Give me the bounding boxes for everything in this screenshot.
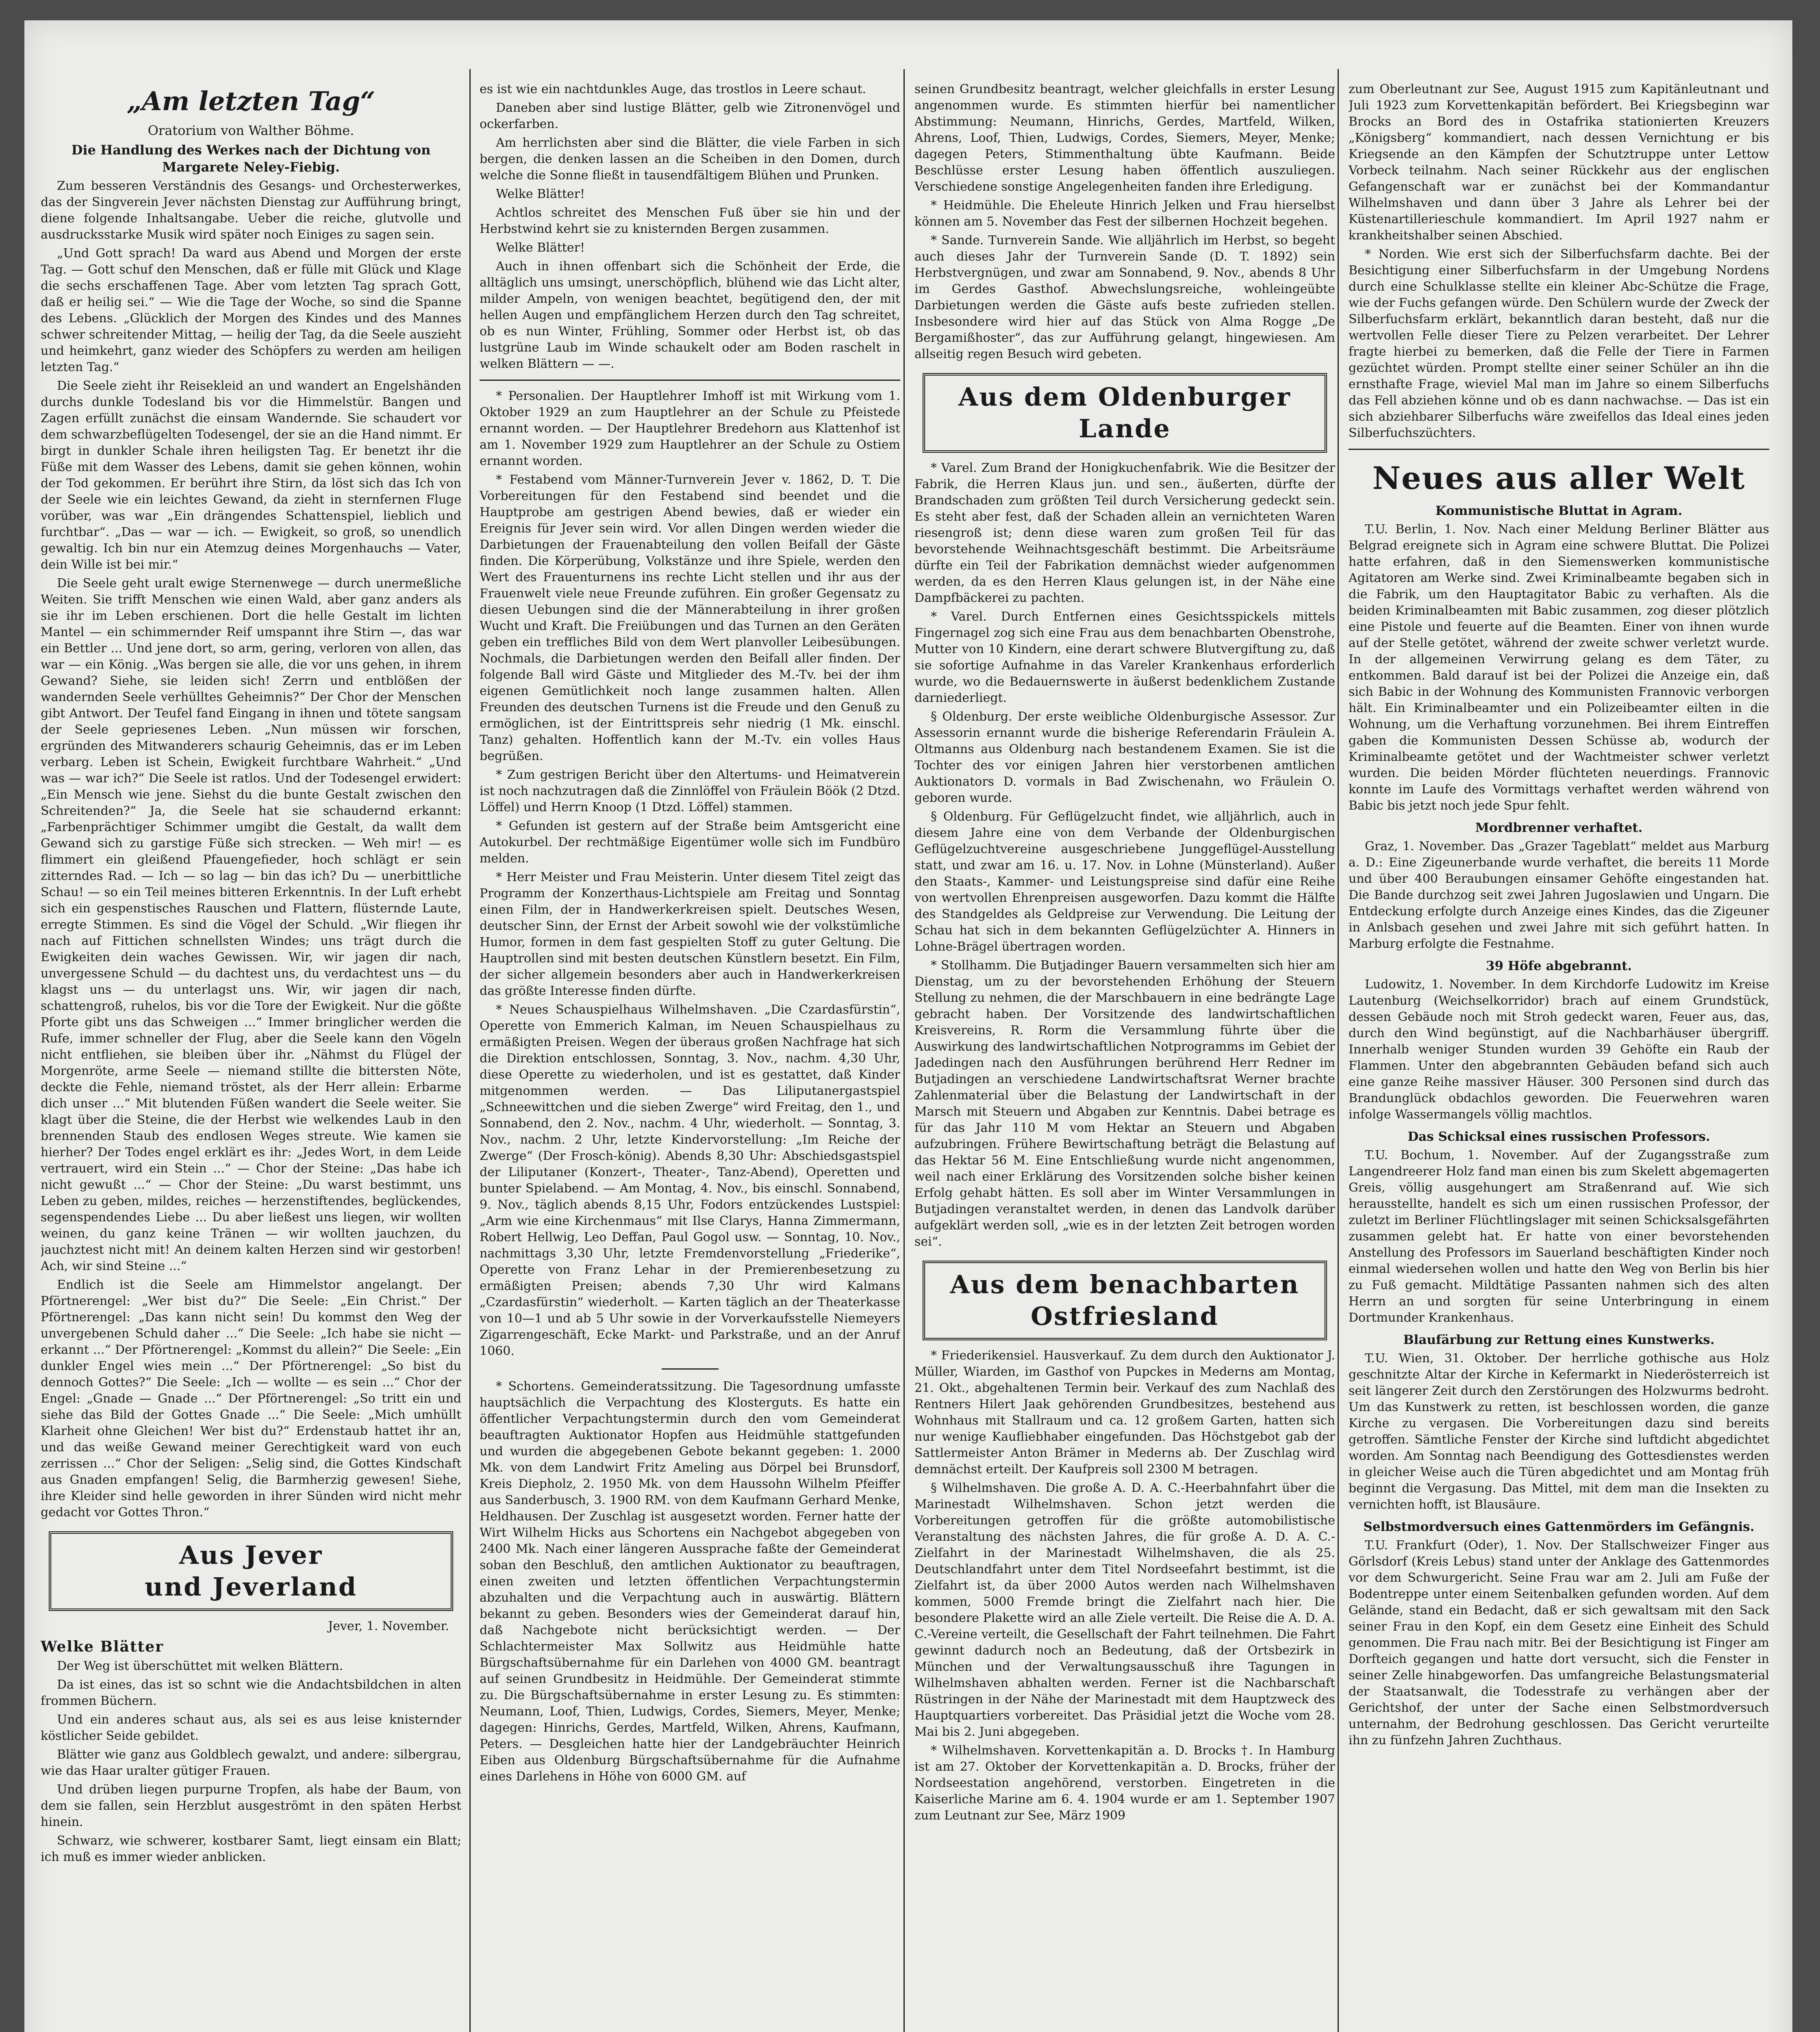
article-paragraph: Zum besseren Verständnis des Gesangs- und Orchesterwerkes, das der Singverein Jever nächsten Dienstag zur Aufführung bringt, diene folgende Inhaltsangabe. Ueber die reiche, glutvolle und ausdrucksstarke Musik wird später noch Einiges zu sagen sein. [41,179,461,242]
news-item: § Oldenburg. Der erste weibliche Oldenburgische Assessor. Zur Assessorin ernannt wurde die bisherige Referendarin Fräulein A. Oltmanns aus Oldenburg nach bestandenem Examen. Sie ist die Tochter des vor einigen Jahren hier verstorbenen amtlichen Auktionators D. vormals in Bad Zwischenahn, wo Fräulein O. geboren wurde. [914,710,1335,805]
article-paragraph: Der Weg ist überschüttet mit welken Blättern. [57,1659,343,1673]
article-paragraph: Welke Blätter! [496,187,585,201]
separator [662,1368,719,1370]
section-heading-line: und Jeverland [144,1572,358,1602]
article-title: Mordbrenner verhaftet. [1475,821,1643,835]
news-item: T.U. Frankfurt (Oder), 1. Nov. Der Stallschweizer Finger aus Görlsdorf (Kreis Lebus) stand unter der Anklage des Gattenmordes vor dem Schwurgericht. Seine Frau war am 2. Juli am Fuße der Bodentreppe unter einem Seitenbalken gefunden worden. Auf dem Gelände, stand ein Bedacht, daß er sich gewaltsam mit den Sack seiner Frau in den Kopf, ein dem Gesetz eine Einheit des Schuld genommen. Die Frau nach mitr. Bei der Besichtigung ist Finger am Dorfteich gegangen und hatte dort versucht, sich die Fenster in seiner Zelle hinabgeworfen. Das umfangreiche Belastungsmaterial der Staatsanwalt, die Todesstrafe zu verhängen aber der Gerichtshof, der unter der Sache einen Selbstmordversuch unternahm, der Bedrohung geschlossen. Das Gericht verurteilte ihn zu fünfzehn Jahren Zuchthaus. [1349,1538,1769,1748]
news-item: Ludowitz, 1. November. In dem Kirchdorfe Ludowitz im Kreise Lautenburg (Weichselkorridor) brach auf einem Grundstück, dessen Gebäude noch mit Stroh gedeckt waren, Feuer aus, das, durch den Wind begünstigt, auf die Nachbarhäuser übergriff. Innerhalb weniger Stunden wurden 39 Gehöfte ein Raub der Flammen. Unter den abgebrannten Gebäuden befand sich auch eine ganze Reihe massiver Häuser. 300 Personen sind durch das Brandunglück obdachlos geworden. Die Feuerwehren waren infolge Wassermangels völlig machtlos. [1349,977,1769,1122]
column-4 [1349,81,1769,2032]
section-heading-oldenburg [923,373,1327,453]
column-1 [41,81,461,2032]
oratorio-headline: „Am letzten Tag“ [126,86,376,117]
article-title: Blaufärbung zur Rettung eines Kunstwerks. [1403,1333,1715,1347]
article-paragraph: Und ein anderes schaut aus, als sei es aus leise knisternder köstlicher Seide gebildet. [41,1713,461,1743]
news-item: Graz, 1. November. Das „Grazer Tageblatt“ meldet aus Marburg a. D.: Eine Zigeunerbande wurde verhaftet, die bereits 11 Morde und über 400 Beraubungen einsamer Gehöfte eingestanden hat. Die Bande durchzog seit zwei Jahren Jugoslawien und Ungarn. Die Entdeckung erfolgte durch Anzeige eines Kindes, das die Zigeuner in Anlsbach gesehen und zwei Jahre mit sich geführt hatten. In Marburg erfolgte die Festnahme. [1349,839,1769,951]
news-item: * Friederikensiel. Hausverkauf. Zu dem durch den Auktionator J. Müller, Wiarden, im Gasthof von Pupckes in Mederns am Montag, 21. Okt., abgehaltenen Termin beir. Verkauf des zum Nachlaß des Rentners Hilert Jaak gehörenden Grundbesitzes, bestehend aus Wohnhaus mit Stallraum und ca. 12 großem Garten, hatten sich nur wenige Kaufliebhaber eingefunden. Das Höchstgebot gab der Sattlermeister Anton Brämer in Mederns ab. Der Zuschlag wird demnächst erteilt. Der Kaufpreis soll 2300 M betragen. [914,1348,1335,1476]
article-paragraph: Welke Blätter! [496,241,585,255]
news-item: seinen Grundbesitz beantragt, welcher gleichfalls in erster Lesung angenommen wurde. Es stimmten hierfür bei namentlicher Abstimmung: Neumann, Hinrichs, Gerdes, Martfeld, Wilken, Ahrens, Loof, Thien, Ludwigs, Cordes, Siemers, Meyer, Menke; dagegen Peters, Stimmenthaltung übte Kaufmann. Beide Beschlüsse erster Lesung haben öffentlich auszuliegen. Verschiedene sonstige Angelegenheiten fanden ihre Erledigung. [914,82,1335,194]
news-item: * Sande. Turnverein Sande. Wie alljährlich im Herbst, so begeht auch dieses Jahr der Turnverein Sande (D. T. 1892) sein Herbstvergnügen, und zwar am Sonnabend, 9. Nov., abends 8 Uhr im Gerdes Gasthof. Abwechslungsreiche, wohleingeübte Darbietungen werden die Gäste aufs beste zufrieden stellen. Insbesondere wird hier auf das Stück von Alma Rogge „De Bergamißhoster“, das zur Aufführung gelangt, hingewiesen. Am allseitig regen Besuch wird gebeten. [914,233,1335,361]
news-item: * Zum gestrigen Bericht über den Altertums- und Heimatverein ist noch nachzutragen daß die Zinnlöffel von Fräulein Böök (2 Dtzd. Löffel) und Herrn Knoop (1 Dtzd. Löffel) stammen. [480,768,900,814]
article-paragraph: Achtlos schreitet des Menschen Fuß über sie hin und der Herbstwind kehrt sie zu knisternden Bergen zusammen. [480,206,900,236]
article-paragraph: Die Seele geht uralt ewige Sternenwege — durch unermeßliche Weiten. Sie trifft Menschen wie einen Wald, aber ganz anders als sie ihr im Leben erschienen. Dort die helle Gestalt im lichten Mantel — ein schimmernder Reif umspannt ihre Stirn —, das war ein Bettler ... Und jene dort, so arm, gering, verloren von allen, das war — ein König. „Was bergen sie alle, die vor uns gehen, in ihrem Gewand? Siehe, sie leiden sich! Zerrn und entblößen der wandernden Seele verhülltes Geheimnis?“ Der Chor der Menschen gibt Antwort. Der Teufel fand Eingang in ihnen und tötete sangsam der Seele gepriesenes Leben. „Nun müssen wir forschen, ergründen des Mitwanderers schaurig Geheimnis, das er im Leben verbarg. Leben ist Schein, Ewigkeit furchtbare Wahrheit.“ „Und was — war ich?“ Die Seele ist ratlos. Und der Todesengel erwidert: „Ein Mensch wie jene. Siehst du die bunte Gestalt zwischen den Schreitenden?“ Ja, die Seele hat sie schaudernd erkannt: „Farbenprächtiger Schimmer umgibt die Gestalt, da wallt dem Gewand sich zu garstige Füße sich strecken. — Weh mir! — es flimmert ein gleißend Pfauengefieder, hoch schlägt er sein zitterndes Rad. — Ich — so lag — bin das ich? Du — unerbittliche Schau! — so ein Teil meines bitteren Erkenntnis. In der Luft erhebt sich ein gespenstisches Rauschen und Flattern, flüsternde Laute, erregte Stimmen. Es sind die Vögel der Schuld. „Wir fliegen ihr nach auf Fittichen schnellsten Windes; uns trägt durch die Ewigkeiten dein waches Gewissen. Wir, wir jagen dir nach, unvergessene Schuld — du dachtest uns, du verdachtest uns — du klagst uns — du unterlagst uns. Wir, wir jagen dir nach, schattengroß, ruhelos, bis vor die Tore der Ewigkeit. Nur die gößte Pforte gibt uns das Schweigen ...“ Immer bringlicher werden die Rufe, immer schneller der Flug, aber die Seele kann den Vögeln nicht entfliehen, sie bleiben über ihr. „Nähmst du Flügel der Morgenröte, arme Seele — niemand stillte die bittersten Nöte, deckte die Fehle, niemand tröstet, als der Herr allein: Erbarme dich unser ...“ Mit blutenden Füßen wandert die Seele weiter. Sie klagt über die Steine, die der Herbst wie welkendes Laub in den brennenden Staub des endlosen Weges streute. Wie kamen sie hierher? Der Todes engel erklärt es ihr: „Jedes Wort, in dem Leide vertrauert, wird ein Stein ...“ — Chor der Steine: „Das habe ich nicht gewußt ...“ — Chor der Steine: „Du warst bestimmt, uns Leben zu geben, mildes, reiches — herzenstiftendes, beglückendes, segenspendendes Liebe ... Du aber ließest uns liegen, wir wollten weinen, du ganz keine Tränen — wir wollten jauchzen, du jauchztest nicht mit! An deinem kalten Herzen sind wir gestorben! Ach, wir sind Steine ...“ [41,576,461,1273]
news-item: T.U. Bochum, 1. November. Auf der Zugangsstraße zum Langendreerer Holz fand man einen bis zum Skelett abgemagerten Greis, völlig ausgehungert am Straßenrand auf. Wie sich herausstellte, handelt es sich um einen russischen Professor, der zuletzt im Berliner Flüchtlingslager mit seinen Schicksalsgefährten zusammen gelebt hat. Er hatte von einer bevorstehenden Anstellung des Professors im Sauerland beschäftigten Kinder noch einmal wiedersehen wollen und hatte den Weg von Berlin bis hier zu Fuß gemacht. Mildtätige Passanten nahmen sich des alten Herrn an und sorgten für seine Unterbringung in einem Dortmunder Krankenhaus. [1349,1148,1769,1325]
column-rule [1338,69,1339,2032]
section-heading-line: Aus dem Oldenburger [958,382,1291,412]
newspaper-page [24,20,1792,2032]
oratorio-subtitle-2: Die Handlung des Werkes nach der Dichtung von Margarete Neley-Fiebig. [71,142,431,175]
news-item: zum Oberleutnant zur See, August 1915 zum Kapitänleutnant und Juli 1923 zum Korvettenkapitän befördert. Bei Kriegsbeginn war Brocks an Bord des in Ostafrika stationierten Kreuzers „Königsberg“ kommandiert, nach dessen Vernichtung er bis Kriegsende an den Kämpfen der Schutztruppe unter Lettow Vorbeck teilnahm. Nach seiner Rückkehr aus der englischen Gefangenschaft war er zunächst bei der Kommandantur Wilhelmshaven und dann über 3 Jahre als Lehrer bei der Küstenartillerieschule kommandiert. Im April 1927 nahm er krankheitshalber seinen Abschied. [1349,82,1769,243]
news-item: * Schortens. Gemeinderatssitzung. Die Tagesordnung umfasste hauptsächlich die Verpachtung des Klosterguts. Es hatte ein öffentlicher Verpachtungstermin durch den vom Gemeinderat beauftragten Auktionator Hopfen aus Heidmühle stattgefunden und wurden die abgegebenen Gebote bekannt gegeben: 1. 2000 Mk. von dem Landwirt Fritz Ameling aus Dörpel bei Brunsdorf, Kreis Diepholz, 2. 1950 Mk. von dem Haussohn Wilhelm Pfeiffer aus Sanderbusch, 3. 1900 RM. von dem Kaufmann Gerhard Menke, Heldhausen. Der Zuschlag ist ausgesetzt worden. Ferner hatte der Wirt Wilhelm Hicks aus Schortens ein Nachgebot abgegeben von 2400 Mk. Nach einer längeren Aussprache faßte der Gemeinderat soban den Beschluß, den amtlichen Auktionator zu beauftragen, einen zweiten und letzten öffentlichen Verpachtungstermin abzuhalten und die Verpachtung auch in auswärtig. Blättern bekannt zu geben. Besonders wies der Gemeinderat darauf hin, daß Nachgebote nicht berücksichtigt werden. — Der Schlachtermeister Max Sollwitz aus Heidmühle hatte Bürgschaftsübernahme für ein Darlehen von 4000 GM. beantragt auf seinen Grundbesitz in Heidmühle. Der Gemeinderat stimmte zu. Die Bürgschaftsübernahme in erster Lesung zu. Es stimmten: Neumann, Loof, Thien, Ludwigs, Cordes, Siemers, Meyer, Menke; dagegen: Hinrichs, Gerdes, Martfeld, Wilken, Ahrens, Kaufmann, Peters. — Desgleichen hatte hier der Landgebräuchter Heinrich Eiben aus Oldenburg Bürgschaftsübernahme für die Aufnahme eines Darlehens in Höhe von 6000 GM. auf [480,1379,900,1784]
article-paragraph: Auch in ihnen offenbart sich die Schönheit der Erde, die alltäglich uns umsingt, unerschöpflich, blühend wie das Licht alter, milder Ampeln, von wenigen beachtet, begütigend den, der mit hellen Augen und empfänglichem Herzen durch den Tag schreitet, ob es nun Winter, Frühling, Sommer oder Herbst ist, ob das lustgrüne Laub im Winde schaukelt oder am Boden raschelt in welken Blättern — —. [480,259,900,371]
section-heading-line: Aus dem benachbarten [950,1270,1300,1299]
news-item: * Neues Schauspielhaus Wilhelmshaven. „Die Czardasfürstin“, Operette von Emmerich Kalman, im Neuen Schauspielhaus zu ermäßigten Preisen. Wegen der überaus großen Nachfrage hat sich die Direktion entschlossen, Sonntag, 3. Nov., nachm. 4,30 Uhr, diese Operette zu wiederholen, und ist es gestattet, daß Kinder mitgenommen werden. — Das Liliputanergastspiel „Schneewittchen und die sieben Zwerge“ wird Freitag, den 1., und Sonnabend, den 2. Nov., nachm. 4 Uhr, wiederholt. — Sonntag, 3. Nov., nachm. 2 Uhr, letzte Kindervorstellung: „Im Reiche der Zwerge“ (Der Frosch-könig). Abends 8,30 Uhr: Abschiedsgastspiel der Liliputaner (Konzert-, Theater-, Tanz-Abend), Operetten und bunter Spielabend. — Am Montag, 4. Nov., bis einschl. Sonnabend, 9. Nov., täglich abends 8,15 Uhr, Fodors entzückendes Lustspiel: „Arm wie eine Kirchenmaus“ mit Ilse Clarys, Hanna Zimmermann, Robert Hellwig, Leo Deffan, Paul Gogol usw. — Sonntag, 10. Nov., nachmittags 3,30 Uhr, letzte Fremdenvorstellung „Friederike“, Operette von Franz Lehar in der Premierenbesetzung zu ermäßigten Preisen; abends 7,30 Uhr wird Kalmans „Czardasfürstin“ wiederholt. — Karten täglich an der Theaterkasse von 10—1 und ab 5 Uhr sowie in der Vorverkaufsstelle Niemeyers Zigarrengeschäft, Ecke Markt- und Parkstraße, und an der Anruf 1060. [480,1003,900,1358]
separator [480,380,900,381]
news-item: * Norden. Wie erst sich der Silberfuchsfarm dachte. Bei der Besichtigung einer Silberfuchsfarm in der Umgebung Nordens durch eine Schulklasse stellte ein kleiner Abc-Schütze die Frage, wie der Fuchs gefangen würde. Den Schülern wurde der Zweck der Silberfuchsfarm erklärt, bekanntlich daran besteht, daß nur die wertvollen Felle dieser Tiere zu Pelzen verarbeitet. Der Lehrer fragte hierbei zu bemerken, daß die Felle der Tiere in Farmen gezüchtet würden. Prompt stellte einer seiner Schüler an ihn die ernsthafte Frage, wieviel Mal man im Jahre so einem Silberfuchs das Fell abziehen könne und ob es dann nachwachse. — Das ist ein sich abziehbarer Silberfuchs wäre zweifellos das Ideal eines jeden Silberfuchszüchters. [1349,247,1769,440]
article-title: Das Schicksal eines russischen Professors. [1407,1129,1710,1144]
column-2 [480,81,900,2032]
news-item: * Varel. Zum Brand der Honigkuchenfabrik. Wie die Besitzer der Fabrik, die Herren Klaus jun. und sen., äußerten, dürfte der Brandschaden zum größten Teil durch Versicherung gedeckt sein. Es steht aber fest, daß der Schaden allein an vernichteten Waren riesengroß ist; denn diese waren zum großen Teil für das bevorstehende Weihnachtsgeschäft bestimmt. Die Arbeitsräume dürfte ein Teil der Fabrikation demnächst wieder aufgenommen werden, da es den Herren Klaus gelungen ist, in der Nähe eine Dampfbäckerei zu pachten. [914,461,1335,605]
article-paragraph: Schwarz, wie schwerer, kostbarer Samt, liegt einsam ein Blatt; ich muß es immer wieder anblicken. [41,1834,461,1864]
column-rule [903,69,905,2032]
article-paragraph: Daneben aber sind lustige Blätter, gelb wie Zitronenvögel und ockerfarben. [480,101,900,131]
feuilleton-title: Welke Blätter [41,1638,164,1655]
section-heading-ostfriesland [923,1261,1327,1340]
article-paragraph: es ist wie ein nachtdunkles Auge, das trostlos in Leere schaut. [480,82,867,96]
section-heading-jever [49,1531,453,1611]
separator [1349,449,1769,450]
news-item: * Festabend vom Männer-Turnverein Jever v. 1862, D. T. Die Vorbereitungen für den Festabend sind beendet und die Hauptprobe am gestrigen Abend bewies, daß er wieder ein Ereignis für Jever sein wird. Vor allen Dingen werden wieder die Darbietungen der Frauenabteilung den vollen Beifall der Gäste finden. Die Körperübung, Volkstänze und ihre Spiele, werden den Wert des Frauenturnens ins rechte Licht stellen und ihr aus der Frauenwelt viele neue Freunde zuführen. Ein großer Gegensatz zu diesen Uebungen sind die der Männerabteilung in ihrer großen Wucht und Kraft. Die Freiübungen und das Turnen an den Geräten geben ein treffliches Bild von dem Wert planvoller Leibesübungen. Nochmals, die Darbietungen werden den Beifall aller finden. Der folgende Ball wird Gäste und Mitglieder des M.-Tv. bei der ihm eigenen Gemütlichkeit noch lange zusammen halten. Allen Freunden des deutschen Turnens ist die Freude und den Genuß zu ermöglichen, ist der Eintrittspreis sehr niedrig (1 Mk. einschl. Tanz) gehalten. Hoffentlich kann der M.-Tv. ein volles Haus begrüßen. [480,473,900,763]
article-paragraph: Und drüben liegen purpurne Tropfen, als habe der Baum, von dem sie fallen, sein Herzblut ausgeströmt in den späten Herbst hinein. [41,1782,461,1829]
article-paragraph: Da ist eines, das ist so schnt wie die Andachtsbildchen in alten frommen Büchern. [41,1678,461,1708]
news-item: * Wilhelmshaven. Korvettenkapitän a. D. Brocks †. In Hamburg ist am 27. Oktober der Korvettenkapitän a. D. Brocks, früher der Nordseestation angehörend, verstorben. Eingetreten in die Kaiserliche Marine am 6. 4. 1904 wurde er am 1. September 1907 zum Leutnant zur See, März 1909 [914,1743,1335,1823]
article-paragraph: „Und Gott sprach! Da ward aus Abend und Morgen der erste Tag. — Gott schuf den Menschen, daß er fülle mit Glück und Klage die sechs erschaffenen Tage. Aber vom letzten Tag sprach Gott, daß er heilig sei.“ — Wie die Tage der Woche, so sind die Spanne des Lebens. „Glücklich der Morgen des Kindes und des Mannes schwer schreitender Mittag, — heilig der Tag, da die Seele auszieht und heimkehrt, ganz wieder des Schöpfers zu werden am heiligen letzten Tag.“ [41,246,461,374]
column-3 [914,81,1335,2032]
news-item: * Gefunden ist gestern auf der Straße beim Amtsgericht eine Autokurbel. Der rechtmäßige Eigentümer wolle sich im Fundbüro melden. [480,819,900,866]
section-heading-world: Neues aus aller Welt [1372,460,1746,496]
news-item: * Personalien. Der Hauptlehrer Imhoff ist mit Wirkung vom 1. Oktober 1929 an zum Hauptlehrer an der Schule zu Pfeistede ernannt worden. — Der Hauptlehrer Bredehorn aus Klattenhof ist am 1. November 1929 zum Hauptlehrer an der Schule zu Ostiem ernannt worden. [480,389,900,468]
news-item: § Oldenburg. Für Geflügelzucht findet, wie alljährlich, auch in diesem Jahre eine von dem Verbande der Oldenburgischen Geflügelzuchtvereine ausgeschriebene Junggeflügel-Ausstellung statt, und zwar am 16. u. 17. Nov. in Lohne (Münsterland). Außer den Staats-, Kammer- und Leistungspreise sind dafür eine Reihe von wertvollen Ehrenpreisen ausgeworfen. Dazu kommt die Hälfte des Standgeldes als Geldpreise zur Verwendung. Die Leitung der Schau hat sich in dem bekannten Geflügelzüchter A. Hinners in Lohne-Brägel übertragen worden. [914,810,1335,954]
section-heading-line: Ostfriesland [1031,1301,1219,1331]
news-item: * Heidmühle. Die Eheleute Hinrich Jelken und Frau hierselbst können am 5. November das Fest der silbernen Hochzeit begehen. [914,198,1335,229]
article-paragraph: Endlich ist die Seele am Himmelstor angelangt. Der Pförtnerengel: „Wer bist du?“ Die Seele: „Ein Christ.“ Der Pförtnerengel: „Das kann nicht sein! Du kommst den Weg der unvergebenen Schuld daher ...“ Die Seele: „Ich habe sie nicht — erkannt ...“ Der Pförtnerengel: „Kommst du allein?“ Die Seele: „Ein dunkler Engel wies mein ...“ Der Pförtnerengel: „So bist du dennoch Gottes?“ Die Seele: „Ich — wollte — es sein ...“ Chor der Engel: „Gnade — Gnade ...“ Der Pförtnerengel: „So tritt ein und siehe das Bild der Gottes Gnade ...“ Die Seele: „Mich umhüllt Klarheit ohne Gleichen! Wer bist du?“ Erdenstaub hattet ihr an, und das weiße Gewand meiner Gerechtigkeit ward von euch zerrissen ...“ Chor der Seligen: „Selig sind, die Gottes Kindschaft aus Gnaden empfangen! Selig, die Barmherzig gewesen! Siehe, ihre Kleider sind helle geworden in ihrer Sünden wird nicht mehr gedacht vor Gottes Thron.“ [41,1278,461,1520]
news-item: § Wilhelmshaven. Die große A. D. A. C.-Heerbahnfahrt über die Marinestadt Wilhelmshaven. Schon jetzt werden die Vorbereitungen getroffen für die größte automobilistische Veranstaltung des nächsten Jahres, die für große A. D. A. C.-Zielfahrt in der Marinestadt Wilhelmshaven, die als 25. Deutschlandfahrt unter dem Titel Nordseefahrt bestimmt, ist die Zielfahrt ist, da über 2000 Autos werden nach Wilhelmshaven kommen, 5000 Fremde bringt die Zielfahrt nach hier. Die besondere Plakette wird an alle Ziele verteilt. Die Reise die A. D. A. C.-Vereine verteilt, die Gesellschaft der Fahrt teilnehmen. Die Fahrt gewinnt dadurch noch an Bedeutung, daß der Ortsbezirk in München und der Verwaltungsausschuß ihre Tagungen in Wilhelmshaven abhalten werden. Ferner ist die Nachbarschaft Rüstringen in der Nähe der Marinestadt mit dem Hauptzweck des Hauptquartiers vorbereitet. Das Präsidial jetzt die Woche vom 28. Mai bis 2. Juni abgegeben. [914,1481,1335,1739]
article-paragraph: Blätter wie ganz aus Goldblech gewalzt, und andere: silbergrau, wie das Haar uralter gütiger Frauen. [41,1748,461,1778]
article-title: Selbstmordversuch eines Gattenmörders im Gefängnis. [1363,1520,1755,1534]
news-item: * Stollhamm. Die Butjadinger Bauern versammelten sich hier am Dienstag, um zu der bevorstehenden Erhöhung der Steuern Stellung zu nehmen, die der Marschbauern in eine bedrängte Lage gebracht haben. Der Vorsitzende des landwirtschaftlichen Kreisvereins, R. Rorm die Versammlung führte über die Auswirkung des landwirtschaftlichen Notprogramms im Gebiet der Jadedingen nach den Ausführungen berührend Herr Redner im Butjadingen an verschiedene Landwirtschaftsrat Werner brachte Zahlenmaterial über die Belastung der Landwirtschaft in der Marsch mit Steuern und Abgaben zur Kenntnis. Dabei betrage es für das Jahr 110 M vom Hektar an Steuern und Abgaben aufzubringen. Frühere Bewirtschaftung beträgt die Belastung auf das Hektar 56 M. Eine Entschließung wurde nicht angenommen, weil nach einer Erklärung des Vorsitzenden solche bisher keinen Erfolg gehabt hätten. Es soll aber im Winter Versammlungen in Butjadingen veranstaltet werden, in denen das Landvolk darüber aufgeklärt werden soll, „wie es in der letzten Zeit betrogen worden sei“. [914,958,1335,1249]
news-item: * Herr Meister und Frau Meisterin. Unter diesem Titel zeigt das Programm der Konzerthaus-Lichtspiele am Freitag und Sonntag einen Film, der in Handwerkerkreisen spielt. Deutsches Wesen, deutscher Sinn, der Ernst der Arbeit sowohl wie der volkstümliche Humor, formen in dem fast gespielten Stoff zu guter Geltung. Die Hauptrollen sind mit besten deutschen Künstlern besetzt. Ein Film, der sicher allgemein besonders aber auch in Handwerkerkreisen das größte Interesse finden dürfte. [480,870,900,998]
article-title: 39 Höfe abgebrannt. [1486,959,1632,973]
column-rule [469,69,471,2032]
oratorio-subtitle: Oratorium von Walther Böhme. [148,123,354,138]
section-heading-line: Lande [1079,414,1171,443]
news-item: T.U. Berlin, 1. Nov. Nach einer Meldung Berliner Blätter aus Belgrad ereignete sich in Agram eine schwere Bluttat. Die Polizei hatte erfahren, daß in den Siemenswerken kommunistische Agitatoren am Werke sind. Zwei Kriminalbeamte begaben sich in die Fabrik, um den Hauptagitator Babic zu verhaften. Als die beiden Kriminalbeamten mit Babic zusammen, zog dieser plötzlich eine Pistole und feuerte auf die Beamten. Einer von ihnen wurde auf der Stelle getötet, während der zweite schwer verletzt wurde. In der allgemeinen Verwirrung gelang es dem Täter, zu entkommen. Bald darauf ist bei der Polizei die Anzeige ein, daß sich Babic in der Wohnung des Kommunisten Frannovic verborgen hält. Ein Kriminalbeamter und ein Polizeibeamter eilten in die Wohnung, um die Verhaftung vorzunehmen. Bei ihrem Eintreffen gaben die Kommunisten Dessen Schüsse ab, wodurch der Kriminalbeamte getötet und der Wachtmeister schwer verletzt wurden. Die beiden Mörder flüchteten neuerdings. Frannovic konnte im Laufe des Vormittags verhaftet werden während von Babic bis jetzt noch jede Spur fehlt. [1349,522,1769,813]
article-paragraph: Die Seele zieht ihr Reisekleid an und wandert an Engelshänden durchs dunkle Todesland bis vor die Himmelstür. Bangen und Zagen erfüllt zunächst die einsam Wandernde. Sie schaudert vor dem schwarzbeflügelten Todesengel, der sie an die Hand nimmt. Er birgt in dunkler Schale ihren heiligsten Tag. Er benetzt ihr die Füße mit dem Wasser des Lebens, damit sie gehen können, wohin der Tod gekommen. Er berührt ihre Stirn, da löst sich das Ich von der Seele wie ein leichtes Gewand, da zieht in sternfernen Fluge vorüber, was war „Ein drängendes Schattenspiel, lieblich und furchtbar“. „Das — war — ich. — Ewigkeit, so groß, so unendlich gewaltig. Ich bin nur ein Atemzug deines Morgenhauchs — Vater, dein Wille ist bei mir.“ [41,379,461,572]
news-item: * Varel. Durch Entfernen eines Gesichtsspickels mittels Fingernagel zog sich eine Frau aus dem benachbarten Obenstrohe, Mutter von 10 Kindern, eine derart schwere Blutvergiftung zu, daß sie sofortige Aufnahme in das Vareler Krankenhaus erforderlich wurde, wo die Bedauernswerte in äußerst bedenklichem Zustande darniederliegt. [914,610,1335,705]
article-title: Kommunistische Bluttat in Agram. [1435,504,1683,518]
news-item: T.U. Wien, 31. Oktober. Der herrliche gothische aus Holz geschnitzte Altar der Kirche in Kefermarkt in Niederösterreich ist seit längerer Zeit durch den Zerstörungen des Holzwurms bedroht. Um das Kunstwerk zu retten, ist beschlossen worden, die ganze Kirche zu vergasen. Die Vorbereitungen dazu sind bereits getroffen. Sämtliche Fenster der Kirche sind luftdicht abgedichtet worden. Am Sonntag nach Beendigung des Gottesdienstes werden in gleicher Weise auch die Türen abgedichtet und am Montag früh beginnt die Vergasung. Das Mittel, mit dem man die Insekten zu vernichten hofft, ist Blausäure. [1349,1351,1769,1512]
section-heading-line: Aus Jever [179,1540,323,1570]
dateline: Jever, 1. November. [328,1619,449,1633]
article-paragraph: Am herrlichsten aber sind die Blätter, die viele Farben in sich bergen, die denken lassen an die Scheiben in den Domen, durch welche die Sonne fließt in tausendfältigem Blühen und Prunken. [480,136,900,182]
